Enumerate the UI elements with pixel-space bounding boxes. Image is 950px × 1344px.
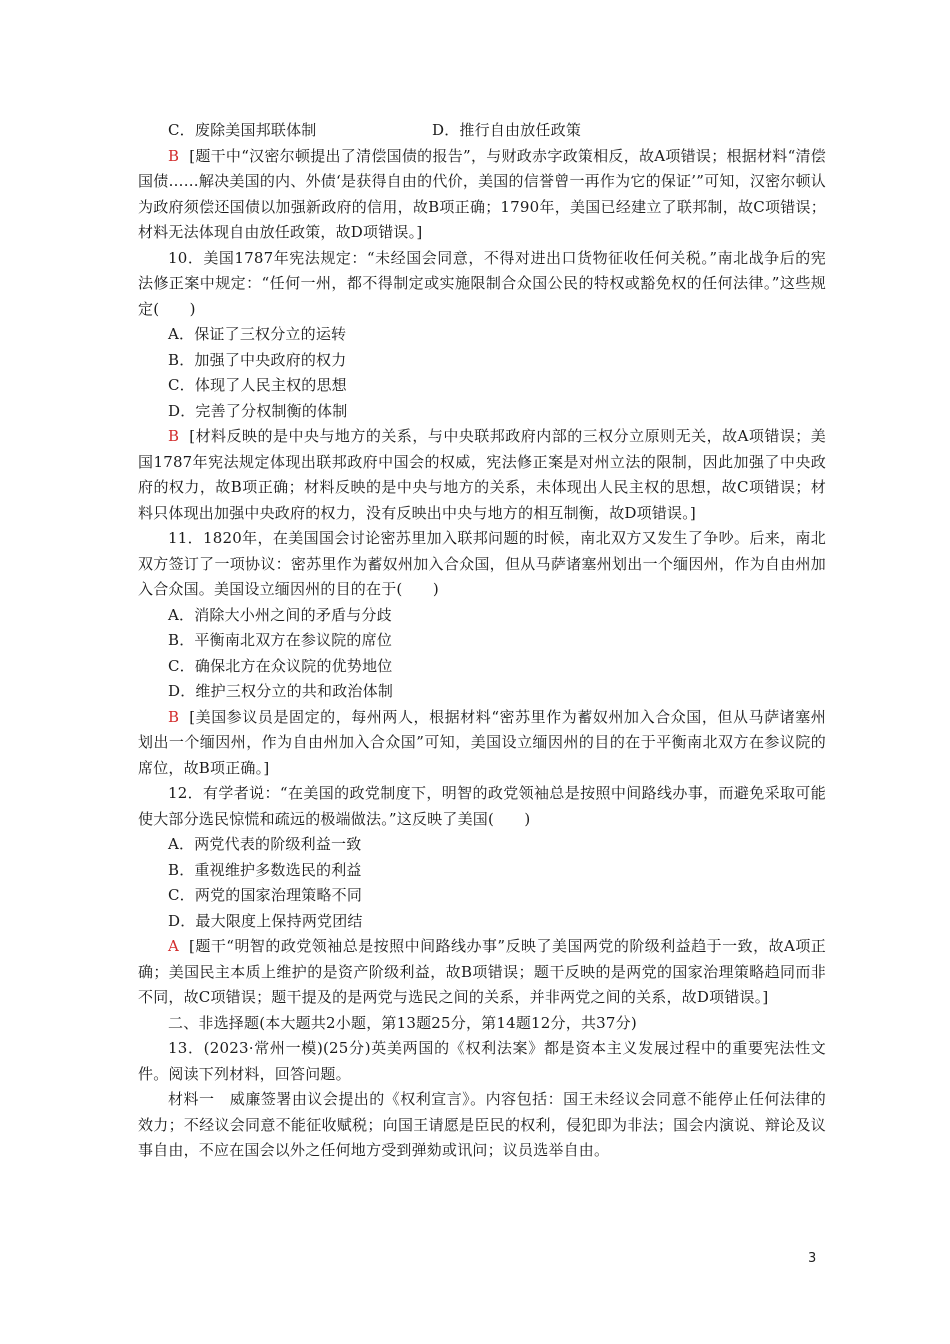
q12-stem: 12．有学者说：“在美国的政党制度下，明智的政党领袖总是按照中间路线办事，而避免采取可能使大部分选民惊慌和疏远的极端做法。”这反映了美国( ) [138, 784, 826, 828]
page-number: 3 [808, 1251, 817, 1266]
q12-answer-letter: A [168, 937, 180, 955]
q10-stem: 10．美国1787年宪法规定：“未经国会同意，不得对进出口货物征收任何关税。”南北战争后的宪法修正案中规定：“任何一州，都不得制定或实施限制合众国公民的特权或豁免权的任何法律。”这些规定( ) [138, 248, 826, 318]
q11-answer-letter: B [168, 707, 180, 726]
q12-option-b: B．重视维护多数选民的利益 [168, 860, 362, 879]
q12-answer-explanation [138, 934, 826, 1011]
q10-option-d: D．完善了分权制衡的体制 [168, 401, 348, 420]
q10-option-a: A．保证了三权分立的运转 [168, 325, 347, 343]
q11-answer-explanation [138, 705, 826, 782]
q11-option-b: B．平衡南北双方在参议院的席位 [168, 631, 393, 649]
q11-option-a: A．消除大小州之间的矛盾与分歧 [168, 605, 392, 624]
q11-option-d: D．维护三权分立的共和政治体制 [168, 682, 394, 700]
q9-answer-explanation [138, 144, 826, 246]
q13-stem: 13．(2023·常州一模)(25分)英美两国的《权利法案》都是资本主义发展过程中的重要宪法性文件。阅读下列材料，回答问题。 [138, 1039, 826, 1083]
q12-option-c: C．两党的国家治理策略不同 [168, 886, 363, 904]
q11-option-c: C．确保北方在众议院的优势地位 [168, 656, 393, 675]
q11-stem: 11．1820年，在美国国会讨论密苏里加入联邦问题的时候，南北双方又发生了争吵。后来，南北双方签订了一项协议：密苏里作为蓄奴州加入合众国，但从马萨诸塞州划出一个缅因州，作为自由州加入合众国。美国设立缅因州的目的在于( ) [138, 529, 826, 598]
q10-answer-explanation [138, 424, 826, 526]
q9-answer-letter: B [168, 146, 180, 165]
q10-answer-letter: B [168, 427, 180, 445]
q9-options-row [138, 118, 826, 144]
section2-heading: 二、非选择题(本大题共2小题，第13题25分，第14题12分，共37分) [168, 1013, 637, 1032]
q13-material1: 材料一 威廉签署由议会提出的《权利宣言》。内容包括：国王未经议会同意不能停止任何法律的效力；不经议会同意不能征收赋税；向国王请愿是臣民的权利，侵犯即为非法；国会内演说、辩论及议事自由，不应在国会以外之任何地方受到弹劾或讯问；议员选举自由。 [138, 1090, 826, 1159]
q12-option-a: A．两党代表的阶级利益一致 [168, 835, 362, 853]
q10-explanation: [材料反映的是中央与地方的关系，与中央联邦政府内部的三权分立原则无关，故A项错误；美国1787年宪法规定体现出联邦政府中国会的权威，宪法修正案是对州立法的限制，因此加强了中央政府的权力，故B项正确；材料反映的是中央与地方的关系，未体现出人民主权的思想，故C项错误；材料只体现出加强中央政府的权力，没有反映出中央与地方的相互制衡，故D项错误。] [138, 427, 826, 522]
q11-explanation: [美国参议员是固定的，每州两人，根据材料“密苏里作为蓄奴州加入合众国，但从马萨诸塞州划出一个缅因州，作为自由州加入合众国”可知，美国设立缅因州的目的在于平衡南北双方在参议院的席位，故B项正确。] [138, 707, 826, 777]
q10-option-b: B．加强了中央政府的权力 [168, 350, 347, 369]
q9-option-d: D．推行自由放任政策 [432, 121, 582, 139]
q12-option-d: D．最大限度上保持两党团结 [168, 911, 363, 930]
q9-option-c: C．废除美国邦联体制 [168, 121, 317, 139]
q9-explanation: [题干中“汉密尔顿提出了清偿国债的报告”，与财政赤字政策相反，故A项错误；根据材料“清偿国债……解决美国的内、外债‘是获得自由的代价，美国的信誉曾一再作为它的保证’”可知，汉密尔顿认为政府须偿还国债以加强新政府的信用，故B项正确；1790年，美国已经建立了联邦制，故C项错误；材料无法体现自由放任政策，故D项错误。] [138, 146, 826, 241]
q12-explanation: [题干“明智的政党领袖总是按照中间路线办事”反映了美国两党的阶级利益趋于一致，故A项正确；美国民主本质上维护的是资产阶级利益，故B项错误；题干反映的是两党的国家治理策略趋同而非不同，故C项错误；题干提及的是两党与选民之间的关系，并非两党之间的关系，故D项错误。] [138, 937, 826, 1006]
q10-option-c: C．体现了人民主权的思想 [168, 376, 347, 394]
page-content [138, 118, 826, 1164]
